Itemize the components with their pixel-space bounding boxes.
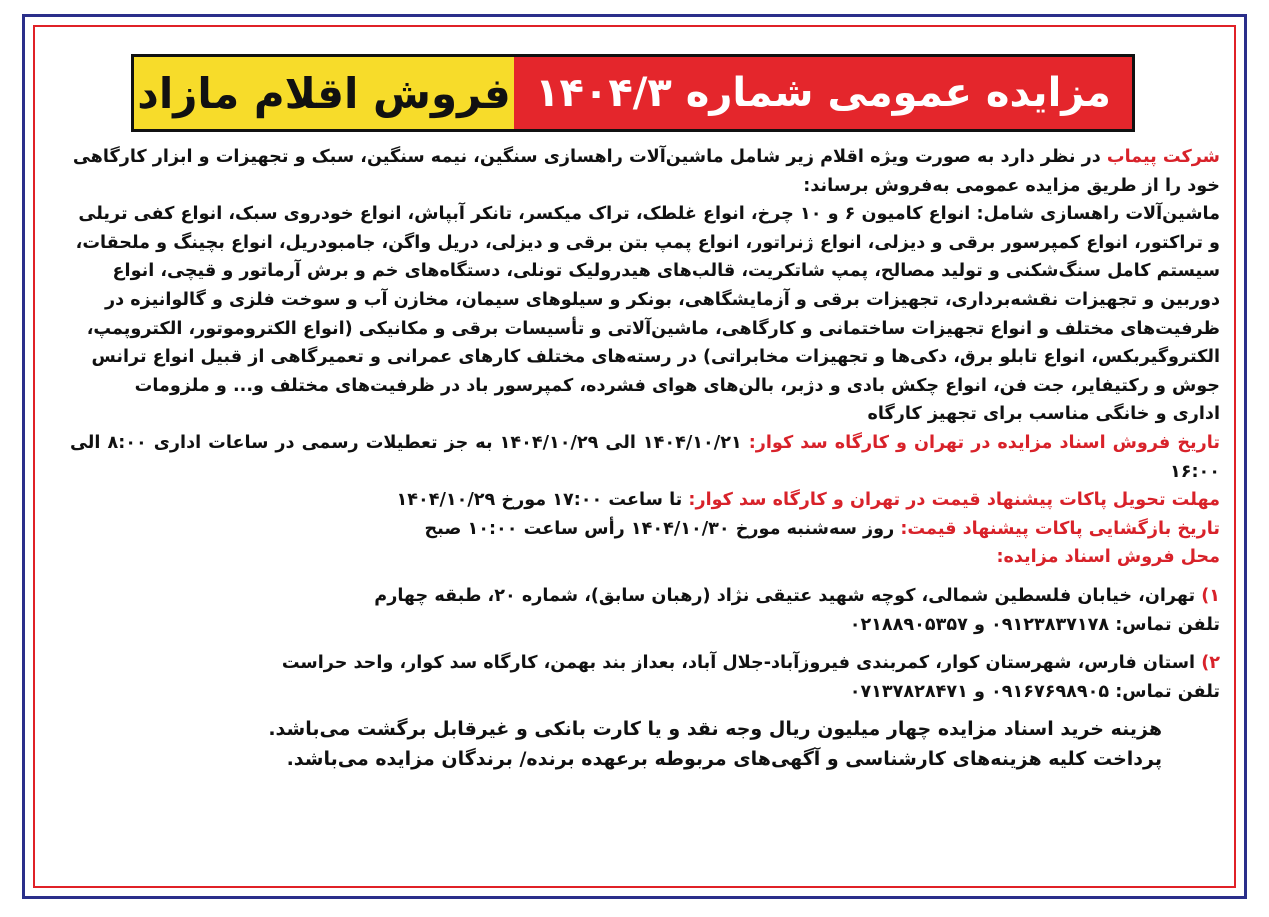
items-line: جوش و رکتیفایر، جت فن، انواع چکش بادی و دژبر، بالن‌های هوای فشرده، کمپرسور باد در ظرفیت‌های مختلف و... و ملزومات	[134, 375, 1220, 396]
location-2-address	[70, 649, 1220, 678]
sale-date-value: ۱۴۰۴/۱۰/۲۱ الی ۱۴۰۴/۱۰/۲۹ به جز تعطیلات رسمی در ساعات اداری ۸:۰۰ الی ۱۶:۰۰	[70, 432, 1220, 482]
intro-line-2: خود را از طریق مزایده عمومی به‌فروش برساند:	[803, 175, 1220, 196]
location-2-phone: تلفن تماس: ۰۹۱۶۷۶۹۸۹۰۵ و ۰۷۱۳۷۸۲۸۴۷۱	[849, 681, 1220, 702]
location-1-number: ۱)	[1195, 585, 1220, 606]
delivery-deadline-value: تا ساعت ۱۷:۰۰ مورخ ۱۴۰۴/۱۰/۲۹	[396, 490, 683, 511]
intro-text-1: در نظر دارد به صورت ویژه اقلام زیر شامل ماشین‌آلات راهسازی سنگین، نیمه سنگین، سبک و تجهیزات و ابزار کارگاهی	[72, 147, 1107, 167]
auction-subtitle: فروش اقلام مازاد	[134, 57, 514, 129]
ad-header	[131, 54, 1135, 132]
location-1-address	[70, 582, 1220, 611]
auction-title: مزایده عمومی شماره ۱۴۰۴/۳	[514, 57, 1132, 129]
sale-location-title: محل فروش اسناد مزایده:	[996, 547, 1220, 568]
location-1-phone: تلفن تماس: ۰۹۱۲۳۸۳۷۱۷۸ و ۰۲۱۸۸۹۰۵۳۵۷	[849, 614, 1220, 635]
items-line: سیستم کامل سنگ‌شکنی و تولید مصالح، پمپ شاتکریت، قالب‌های هیدرولیک تونلی، دستگاه‌های خم و برش آرماتور و قیچی، انواع	[112, 261, 1220, 282]
delivery-deadline	[70, 486, 1220, 515]
intro-line-1	[70, 143, 1220, 172]
items-line: الکتروگیربکس، انواع تابلو برق، دکی‌ها و تجهیزات مخابراتی) در رسته‌های مختلف کارهای عمرانی و تعمیرگاهی از قبیل انواع ترانس	[91, 347, 1220, 368]
delivery-deadline-label: مهلت تحویل پاکات پیشنهاد قیمت در تهران و کارگاه سد کوار:	[682, 490, 1220, 511]
sale-date-label: تاریخ فروش اسناد مزایده در تهران و کارگاه سد کوار:	[741, 432, 1221, 453]
footer-note-cost: هزینه خرید اسناد مزایده چهار میلیون ریال وجه نقد و یا کارت بانکی و غیرقابل برگشت می‌باشد.	[268, 718, 1162, 741]
items-line: ماشین‌آلات راهسازی شامل: انواع کامیون ۶ و ۱۰ چرخ، انواع غلطک، تراک میکسر، تانکر آبپاش، انواع خودروی سبک، انواع کفی تریلی	[78, 204, 1220, 225]
sale-date	[70, 429, 1220, 486]
items-line: ظرفیت‌های مختلف و انواع تجهیزات ساختمانی و کارگاهی، ماشین‌آلاتی و تأسیسات برقی و مکانیکی (انواع الکتروموتور، الکتروپمپ،	[86, 318, 1220, 339]
footer-notes	[70, 714, 1220, 774]
items-line: و تراکتور، انواع کمپرسور برقی و دیزلی، انواع ژنراتور، انواع پمپ بتن برقی و دیزلی، دریل واگن، جامبودریل، انواع بچینگ و ملحقات،	[75, 232, 1220, 253]
opening-date-value: روز سه‌شنبه مورخ ۱۴۰۴/۱۰/۳۰ رأس ساعت ۱۰:۰۰ صبح	[424, 518, 895, 539]
location-2-number: ۲)	[1195, 653, 1220, 674]
opening-date-label: تاریخ بازگشایی پاکات پیشنهاد قیمت:	[894, 518, 1220, 539]
footer-note-fees: پرداخت کلیه هزینه‌های کارشناسی و آگهی‌های مربوطه برعهده برنده/ برندگان مزایده می‌باشد.	[286, 748, 1162, 771]
location-2-text: استان فارس، شهرستان کوار، کمربندی فیروزآباد-جلال آباد، بعداز بند بهمن، کارگاه سد کوار، واحد حراست	[281, 653, 1196, 674]
location-1-text: تهران، خیابان فلسطین شمالی، کوچه شهید عتیقی نژاد (رهبان سابق)، شماره ۲۰، طبقه چهارم	[374, 585, 1196, 606]
items-line: دوربین و تجهیزات نقشه‌برداری، تجهیزات برقی و آزمایشگاهی، بونکر و سیلوهای سیمان، مخازن آب و سوخت فلزی و گالوانیزه در	[104, 289, 1220, 310]
ad-body	[70, 143, 1220, 774]
items-line: اداری و خانگی مناسب برای تجهیز کارگاه	[867, 404, 1220, 425]
opening-date	[70, 515, 1220, 544]
company-name: شرکت پیماب	[1106, 147, 1220, 167]
